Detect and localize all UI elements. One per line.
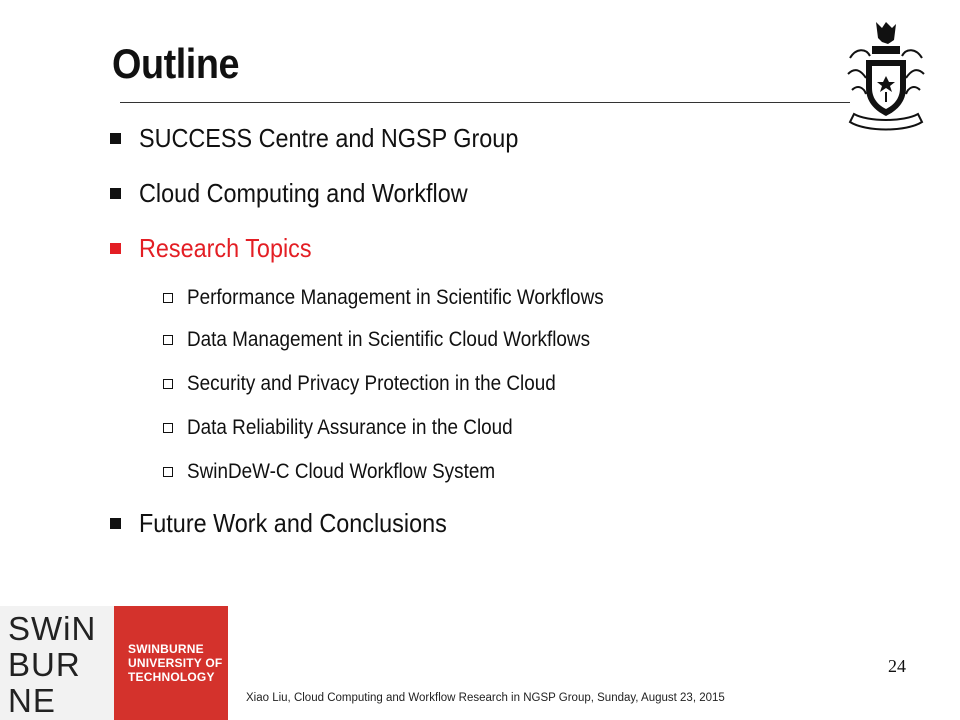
logo-wordmark-line: NE xyxy=(8,682,56,719)
outline-item xyxy=(110,123,560,154)
logo-wordmark xyxy=(0,606,114,720)
outline-sub-item xyxy=(163,286,650,310)
hollow-square-bullet-icon xyxy=(163,335,173,345)
outline-sub-item-label: SwinDeW-C Cloud Workflow System xyxy=(187,460,496,483)
outline-item xyxy=(110,508,481,539)
outline-item-label: Research Topics xyxy=(139,233,312,263)
outline-item-label: Cloud Computing and Workflow xyxy=(139,178,468,208)
hollow-square-bullet-icon xyxy=(163,293,173,303)
outline-sub-item xyxy=(163,460,529,484)
outline-item xyxy=(110,178,504,209)
page-number: 24 xyxy=(888,656,906,676)
logo-text-panel xyxy=(114,606,228,720)
slide-title: Outline xyxy=(112,40,240,87)
slide-footer: Xiao Liu, Cloud Computing and Workflow Research in NGSP Group, Sunday, August 23, 2015 xyxy=(246,692,725,704)
outline-sub-item-label: Performance Management in Scientific Workflows xyxy=(187,286,604,309)
outline-item-current xyxy=(110,233,331,264)
logo-text-line: SWINBURNE xyxy=(128,642,204,656)
outline-sub-item xyxy=(163,328,635,352)
hollow-square-bullet-icon xyxy=(163,467,173,477)
square-bullet-icon xyxy=(110,133,121,144)
outline-item-label: Future Work and Conclusions xyxy=(139,508,447,538)
logo-text-line: UNIVERSITY OF xyxy=(128,656,223,670)
logo-wordmark-line: SWiN xyxy=(8,610,97,647)
square-bullet-icon xyxy=(110,518,121,529)
outline-sub-item-label: Data Management in Scientific Cloud Workflows xyxy=(187,328,591,351)
outline-item-label: SUCCESS Centre and NGSP Group xyxy=(139,123,519,153)
hollow-square-bullet-icon xyxy=(163,423,173,433)
outline-sub-item xyxy=(163,416,549,440)
square-bullet-icon xyxy=(110,243,121,254)
swinburne-logo xyxy=(0,606,228,720)
square-bullet-icon xyxy=(110,188,121,199)
outline-sub-item-label: Security and Privacy Protection in the Cloud xyxy=(187,372,556,395)
outline-sub-item xyxy=(163,372,597,396)
logo-text-line: TECHNOLOGY xyxy=(128,670,215,684)
logo-wordmark-line: BUR xyxy=(8,646,81,683)
hollow-square-bullet-icon xyxy=(163,379,173,389)
outline-sub-item-label: Data Reliability Assurance in the Cloud xyxy=(187,416,513,439)
